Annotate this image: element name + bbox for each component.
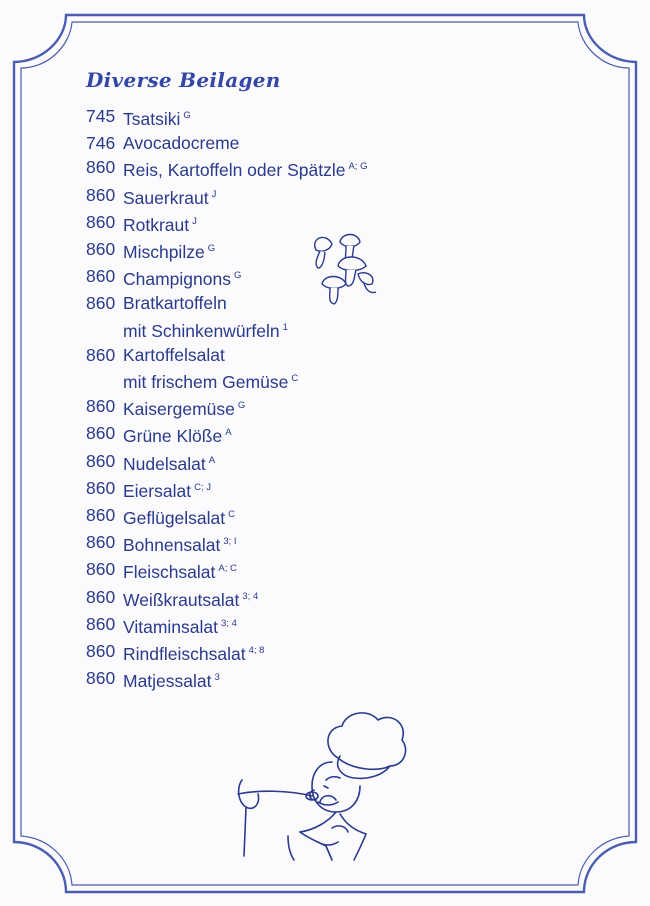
menu-item bbox=[86, 449, 446, 476]
item-number: 860 bbox=[86, 423, 116, 444]
allergen-codes: G bbox=[183, 110, 191, 121]
allergen-codes: C bbox=[228, 509, 236, 521]
menu-item bbox=[86, 503, 446, 530]
allergen-codes: 3; I bbox=[223, 536, 237, 548]
item-name: Kaisergemüse $^G$ bbox=[123, 399, 246, 420]
item-number: 860 bbox=[86, 559, 116, 580]
menu-item bbox=[86, 394, 446, 421]
allergen-codes: J bbox=[211, 188, 217, 200]
item-number: 745 bbox=[86, 106, 116, 126]
item-name: Fleischsalat $^{A; C}$ bbox=[123, 562, 237, 583]
item-number: 860 bbox=[86, 293, 116, 314]
menu-item bbox=[86, 183, 446, 210]
allergen-codes: 3; 4 bbox=[221, 617, 237, 629]
menu-item bbox=[86, 155, 446, 182]
item-name: Rindfleischsalat $^{4; 8}$ bbox=[123, 644, 265, 665]
menu-item bbox=[86, 639, 446, 666]
allergen-codes: J bbox=[192, 215, 197, 227]
item-number: 860 bbox=[86, 239, 116, 260]
allergen-codes: 3 bbox=[214, 672, 220, 684]
item-number: 860 bbox=[86, 396, 116, 417]
menu-item bbox=[86, 530, 446, 557]
menu-item bbox=[86, 343, 446, 394]
item-name: Reis, Kartoffeln oder Spätzle $^{A; G}$ bbox=[123, 160, 368, 181]
item-number: 860 bbox=[86, 668, 116, 689]
menu-item bbox=[86, 210, 446, 237]
menu-item bbox=[86, 421, 446, 448]
allergen-codes: A; C bbox=[218, 563, 237, 575]
menu-item bbox=[86, 237, 446, 264]
menu-item bbox=[86, 104, 446, 131]
allergen-codes: 3; 4 bbox=[242, 590, 259, 602]
item-name: Avocadocreme bbox=[123, 133, 240, 154]
item-number: 860 bbox=[86, 157, 116, 178]
item-number: 860 bbox=[86, 532, 116, 553]
item-name: Tsatsiki $^G$ bbox=[123, 109, 191, 129]
allergen-codes: A; G bbox=[348, 161, 368, 173]
allergen-codes: A bbox=[208, 454, 216, 466]
menu-item bbox=[86, 476, 446, 503]
item-name: Sauerkraut $^J$ bbox=[123, 187, 217, 208]
item-name: Nudelsalat $^A$ bbox=[123, 453, 216, 474]
item-name: Kartoffelsalat bbox=[123, 344, 225, 365]
item-number: 860 bbox=[86, 505, 116, 526]
item-name: Champignons $^G$ bbox=[123, 269, 242, 290]
item-number: 860 bbox=[86, 184, 116, 205]
allergen-codes: A bbox=[225, 427, 232, 439]
item-number: 860 bbox=[86, 586, 116, 607]
menu-item bbox=[86, 291, 446, 342]
allergen-codes: C; J bbox=[194, 481, 211, 493]
item-number: 860 bbox=[86, 613, 116, 634]
menu-item bbox=[86, 264, 446, 291]
item-number: 860 bbox=[86, 266, 116, 287]
menu-item bbox=[86, 557, 446, 584]
item-number: 860 bbox=[86, 641, 116, 662]
side-dish-list bbox=[86, 104, 446, 693]
item-name: Weißkrautsalat $^{3; 4}$ bbox=[123, 589, 259, 610]
item-name: mit frischem Gemüse $^C$ bbox=[123, 372, 299, 393]
allergen-codes: G bbox=[207, 243, 216, 255]
item-name: Vitaminsalat $^{3; 4}$ bbox=[123, 616, 237, 637]
allergen-codes: 4; 8 bbox=[248, 645, 265, 657]
item-number: 860 bbox=[86, 477, 116, 498]
item-name: Grüne Klöße $^A$ bbox=[123, 426, 232, 447]
menu-item bbox=[86, 666, 446, 693]
item-name: Mischpilze $^G$ bbox=[123, 242, 216, 263]
item-name: Bohnensalat $^{3; I}$ bbox=[123, 535, 237, 556]
item-name: Eiersalat $^{C; J}$ bbox=[123, 480, 211, 501]
item-number: 860 bbox=[86, 211, 116, 232]
item-name: Rotkraut $^J$ bbox=[123, 214, 197, 235]
chef-icon bbox=[228, 706, 408, 862]
item-number: 860 bbox=[86, 344, 116, 365]
menu-item bbox=[86, 585, 446, 612]
item-name: Geflügelsalat $^C$ bbox=[123, 508, 236, 529]
item-name: Bratkartoffeln bbox=[123, 293, 227, 314]
item-name: mit Schinkenwürfeln $^1$ bbox=[123, 320, 288, 341]
allergen-codes: G bbox=[237, 400, 246, 412]
menu-item bbox=[86, 612, 446, 639]
allergen-codes: C bbox=[291, 373, 299, 385]
menu-item bbox=[86, 131, 446, 155]
allergen-codes: G bbox=[233, 270, 242, 282]
item-number: 860 bbox=[86, 450, 116, 471]
item-number: 746 bbox=[86, 133, 116, 154]
allergen-codes: 1 bbox=[282, 321, 288, 333]
mushrooms-icon bbox=[300, 228, 386, 314]
page-title: Diverse Beilagen bbox=[86, 68, 281, 92]
item-name: Matjessalat $^3$ bbox=[123, 671, 220, 692]
